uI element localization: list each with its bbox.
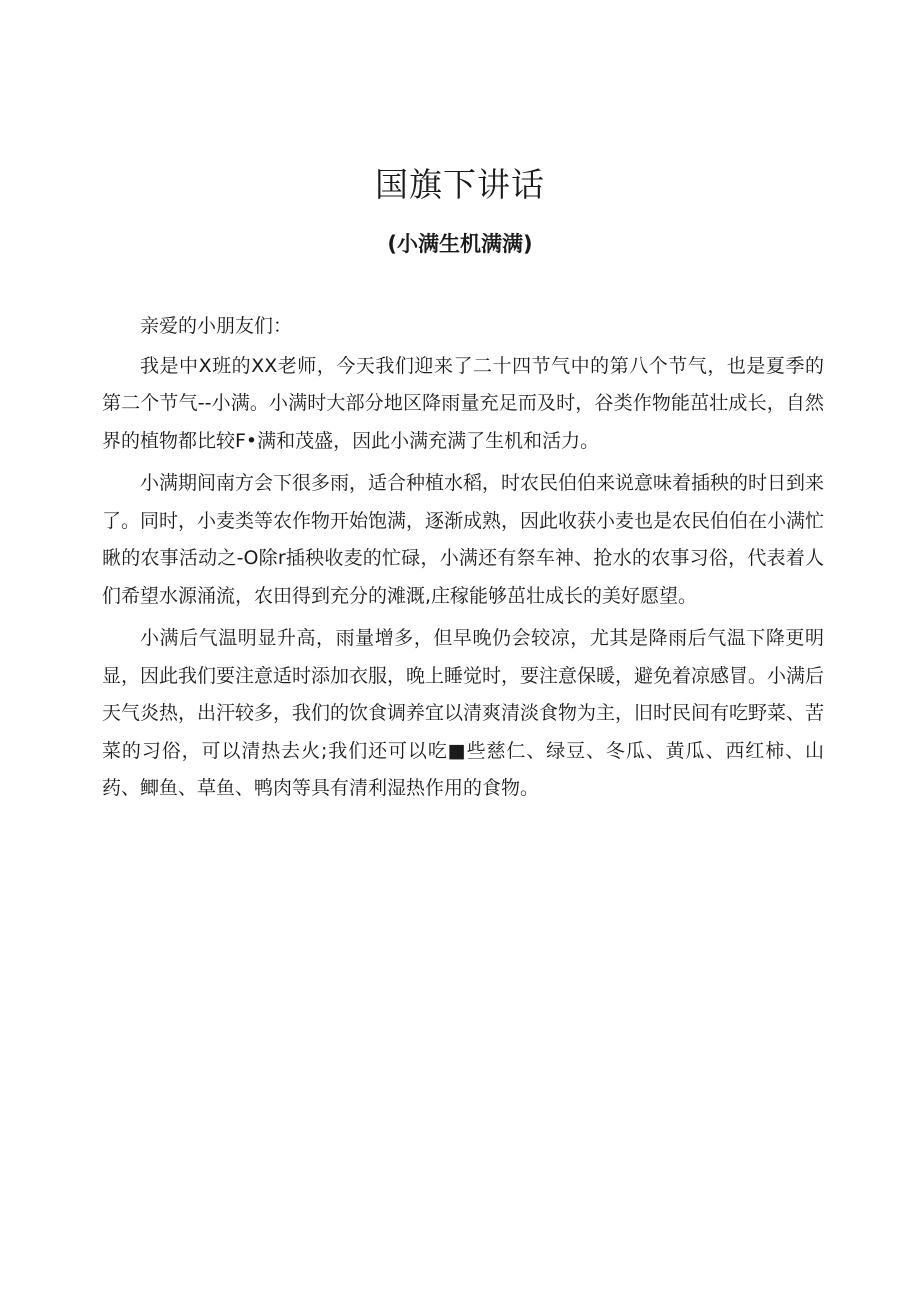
document-subtitle: (小满生机满满) (387, 232, 533, 256)
greeting: 亲爱的小朋友们： (140, 315, 293, 337)
paragraph-intro: 我是中X班的XX老师，今天我们迎来了二十四节气中的第八个节气，也是夏季的第二个节气--小满。小满时大部分地区降雨量充足而及时，谷类作物能茁壮成长，自然界的植物都比较F•满和茂盛，因此小满充满了生机和活力。 (102, 354, 824, 452)
document-title: 国旗下讲话 (375, 165, 545, 204)
document-body (102, 308, 824, 813)
paragraph-farming: 小满期间南方会下很多雨，适合种植水稻，时农民伯伯来说意味着插秧的时日到来了。同时，小麦类等农作物开始饱满，逐渐成熟，因此收获小麦也是农民伯伯在小满忙瞅的农事活动之-O除r插秧收麦的忙碌，小满还有祭车神、抢水的农事习俗，代表着人们希望水源涌流，农田得到充分的滩溉,庄稼能够茁壮成长的美好愿望。 (102, 472, 825, 607)
paragraph-health: 小满后气温明显升高，雨量增多，但早晚仍会较凉，尤其是降雨后气温下降更明显，因此我们要注意适时添加衣服，晚上睡觉时，要注意保暖，避免着凉感冒。小满后天气炎热，出汗较多，我们的饮食调养宜以清爽清淡食物为主，旧时民间有吃野菜、苦菜的习俗，可以清热去火;我们还可以吃■些慈仁、绿豆、冬瓜、黄瓜、西红柿、山药、鲫鱼、草鱼、鸭肉等具有清利湿热作用的食物。 (102, 627, 825, 799)
